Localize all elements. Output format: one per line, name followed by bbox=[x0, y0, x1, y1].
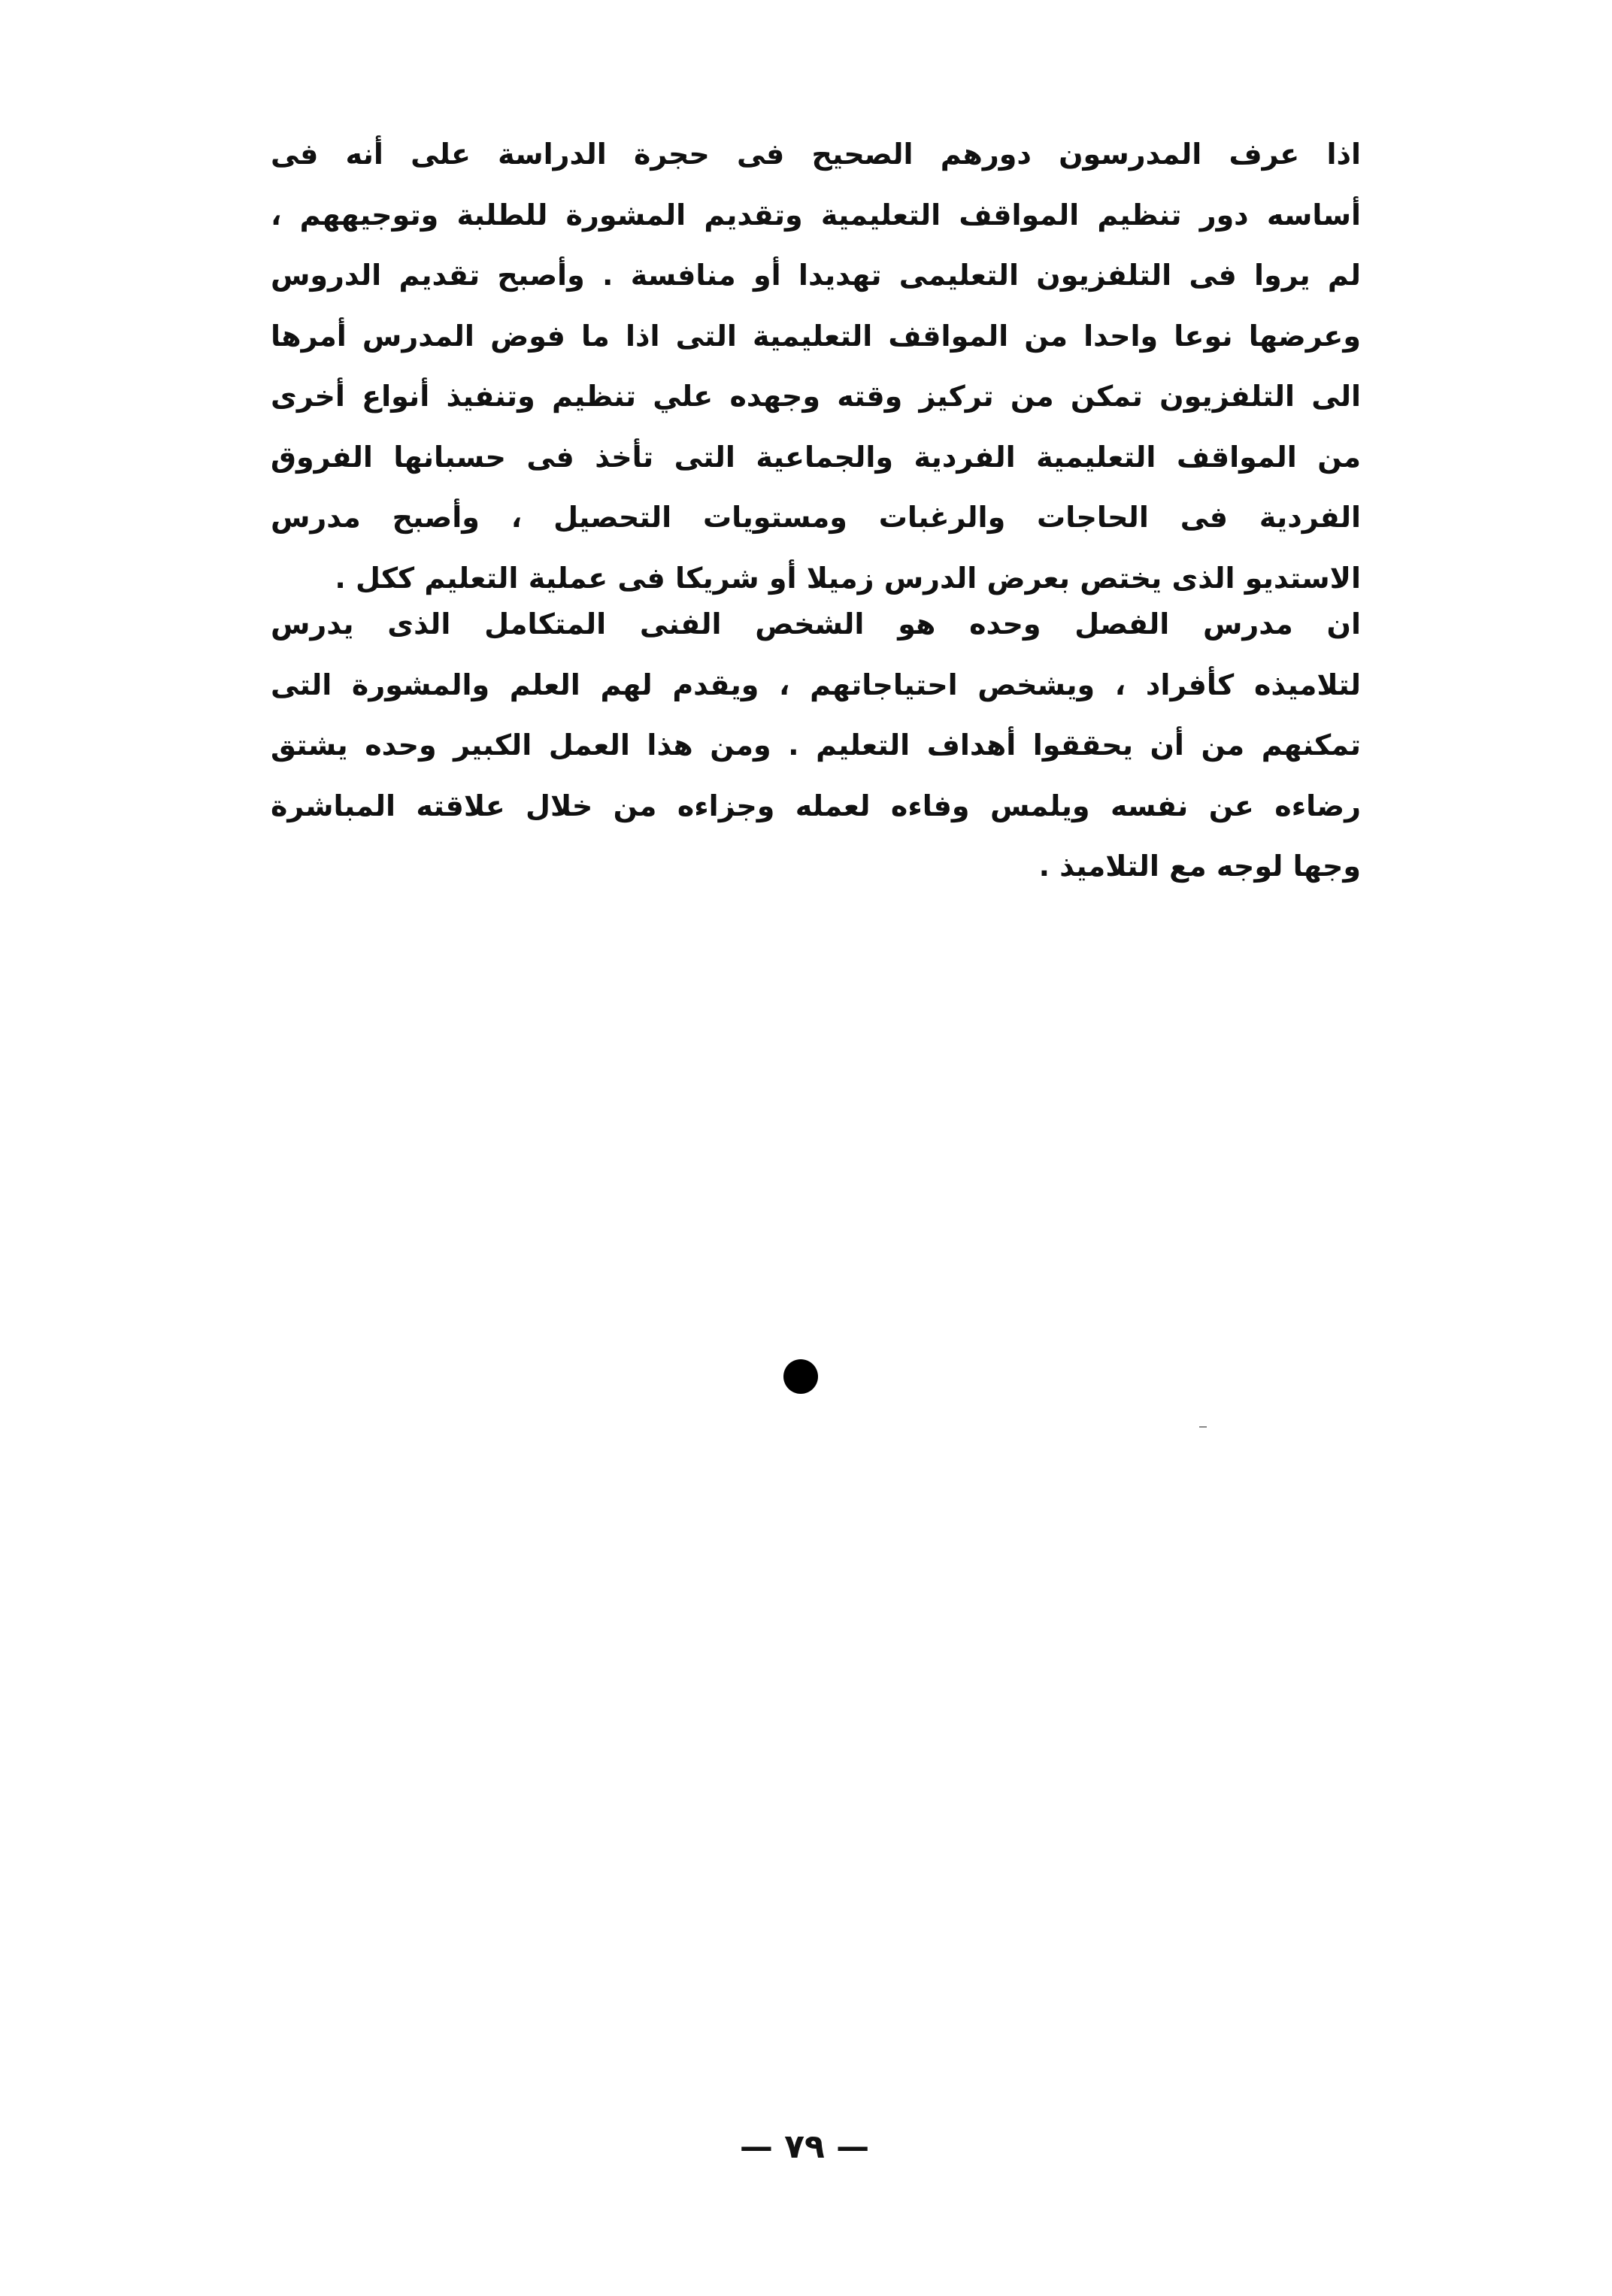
text-line: لم يروا فى التلفزيون التعليمى تهديدا أو منافسة . وأصبح تقديم الدروس bbox=[271, 259, 1361, 292]
text-line: رضاءه عن نفسه ويلمس وفاءه لعمله وجزاءه من خلال علاقته المباشرة bbox=[271, 789, 1361, 822]
text-line: الى التلفزيون تمكن من تركيز وقته وجهده علي تنظيم وتنفيذ أنواع أخرى bbox=[271, 380, 1361, 413]
page-number: — ٧٩ — bbox=[739, 2128, 870, 2166]
text-line: ان مدرس الفصل وحده هو الشخص الفنى المتكامل الذى يدرس bbox=[271, 607, 1361, 641]
text-line: الاستديو الذى يختص بعرض الدرس زميلا أو شريكا فى عملية التعليم ككل . bbox=[335, 561, 1361, 595]
text-line: أساسه دور تنظيم المواقف التعليمية وتقديم المشورة للطلبة وتوجيههم ، bbox=[271, 198, 1361, 232]
text-line: من المواقف التعليمية الفردية والجماعية التى تأخذ فى حسبانها الفروق bbox=[271, 440, 1361, 474]
paragraph-2 bbox=[271, 594, 1361, 897]
text-line: وعرضها نوعا واحدا من المواقف التعليمية التى اذا ما فوض المدرس أمرها bbox=[271, 319, 1361, 353]
text-line: وجها لوجه مع التلاميذ . bbox=[1038, 850, 1361, 883]
scan-speck bbox=[1199, 1426, 1207, 1428]
text-line: لتلاميذه كأفراد ، ويشخص احتياجاتهم ، ويقدم لهم العلم والمشورة التى bbox=[271, 668, 1361, 701]
ink-dot bbox=[783, 1359, 818, 1394]
paragraph-1 bbox=[271, 124, 1361, 608]
text-line: تمكنهم من أن يحققوا أهداف التعليم . ومن هذا العمل الكبير وحده يشتق bbox=[271, 728, 1361, 762]
text-line: الفردية فى الحاجات والرغبات ومستويات التحصيل ، وأصبح مدرس bbox=[271, 501, 1361, 534]
text-line: اذا عرف المدرسون دورهم الصحيح فى حجرة الدراسة على أنه فى bbox=[271, 138, 1361, 171]
